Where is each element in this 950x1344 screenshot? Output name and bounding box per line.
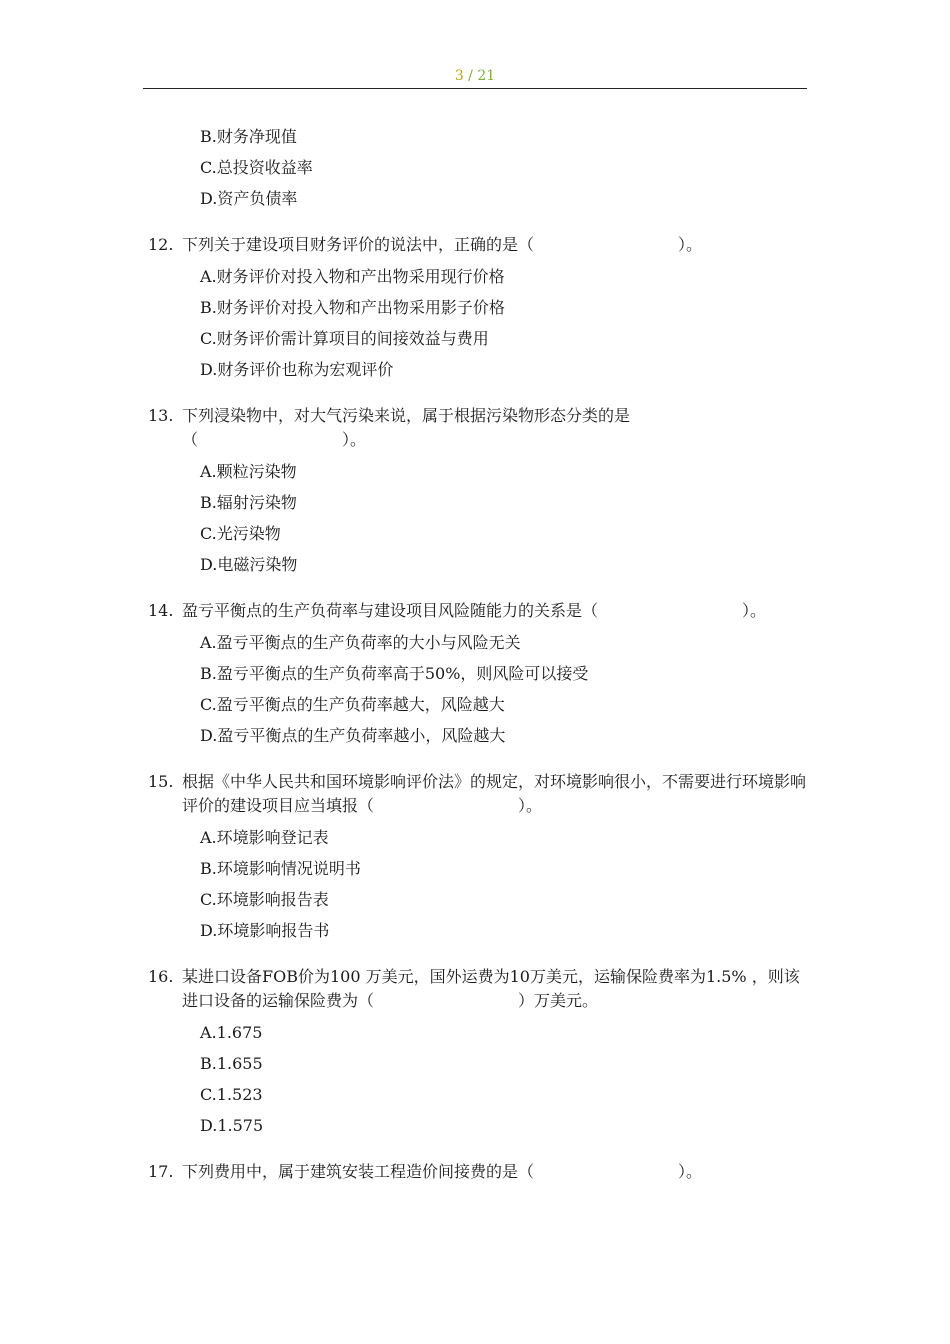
option: D.电磁污染物	[200, 555, 298, 574]
option: A.盈亏平衡点的生产负荷率的大小与风险无关	[200, 633, 521, 652]
question-number: 14.	[148, 601, 174, 620]
option: D.资产负债率	[200, 189, 298, 208]
question-number: 16.	[148, 967, 174, 986]
question-15	[148, 770, 808, 946]
page-header	[143, 68, 807, 89]
carryover-options	[148, 121, 808, 214]
question-stem: 下列浸染物中，对大气污染来说，属于根据污染物形态分类的是（ ）。	[182, 406, 631, 449]
option: B.财务净现值	[200, 127, 297, 146]
option: B.环境影响情况说明书	[200, 859, 361, 878]
question-12	[148, 233, 808, 385]
question-16	[148, 965, 808, 1141]
option: A.颗粒污染物	[200, 462, 297, 481]
question-number: 12.	[148, 235, 174, 254]
question-stem: 下列费用中，属于建筑安装工程造价间接费的是（ ）。	[182, 1162, 703, 1181]
document-body	[148, 121, 808, 1188]
option: C.盈亏平衡点的生产负荷率越大，风险越大	[200, 695, 505, 714]
question-stem: 盈亏平衡点的生产负荷率与建设项目风险随能力的关系是（ ）。	[182, 601, 767, 620]
option: B.1.655	[200, 1054, 263, 1073]
option: C.总投资收益率	[200, 158, 313, 177]
option: D.环境影响报告书	[200, 921, 330, 940]
option: A.财务评价对投入物和产出物采用现行价格	[200, 267, 505, 286]
option: B.财务评价对投入物和产出物采用影子价格	[200, 298, 505, 317]
total-pages: 21	[477, 68, 496, 84]
question-number: 15.	[148, 772, 174, 791]
question-number: 13.	[148, 406, 174, 425]
option: D.盈亏平衡点的生产负荷率越小，风险越大	[200, 726, 506, 745]
question-number: 17.	[148, 1162, 174, 1181]
current-page-number: 3	[454, 68, 464, 84]
question-stem: 某进口设备FOB价为100 万美元，国外运费为10万美元，运输保险费率为1.5% ，则该进口设备的运输保险费为（ ）万美元。	[182, 967, 800, 1010]
option: C.光污染物	[200, 524, 281, 543]
question-stem: 根据《中华人民共和国环境影响评价法》的规定，对环境影响很小，不需要进行环境影响评价的建设项目应当填报（ ）。	[182, 772, 807, 815]
option: A.环境影响登记表	[200, 828, 329, 847]
option: B.盈亏平衡点的生产负荷率高于50%，则风险可以接受	[200, 664, 589, 683]
option: A.1.675	[200, 1023, 263, 1042]
question-stem: 下列关于建设项目财务评价的说法中，正确的是（ ）。	[182, 235, 703, 254]
option: D.财务评价也称为宏观评价	[200, 360, 394, 379]
page-separator: /	[463, 68, 478, 84]
option: D.1.575	[200, 1116, 264, 1135]
question-17	[148, 1160, 808, 1184]
option: C.1.523	[200, 1085, 263, 1104]
question-13	[148, 404, 808, 580]
option: C.财务评价需计算项目的间接效益与费用	[200, 329, 489, 348]
question-14	[148, 599, 808, 751]
option: B.辐射污染物	[200, 493, 297, 512]
option: C.环境影响报告表	[200, 890, 329, 909]
